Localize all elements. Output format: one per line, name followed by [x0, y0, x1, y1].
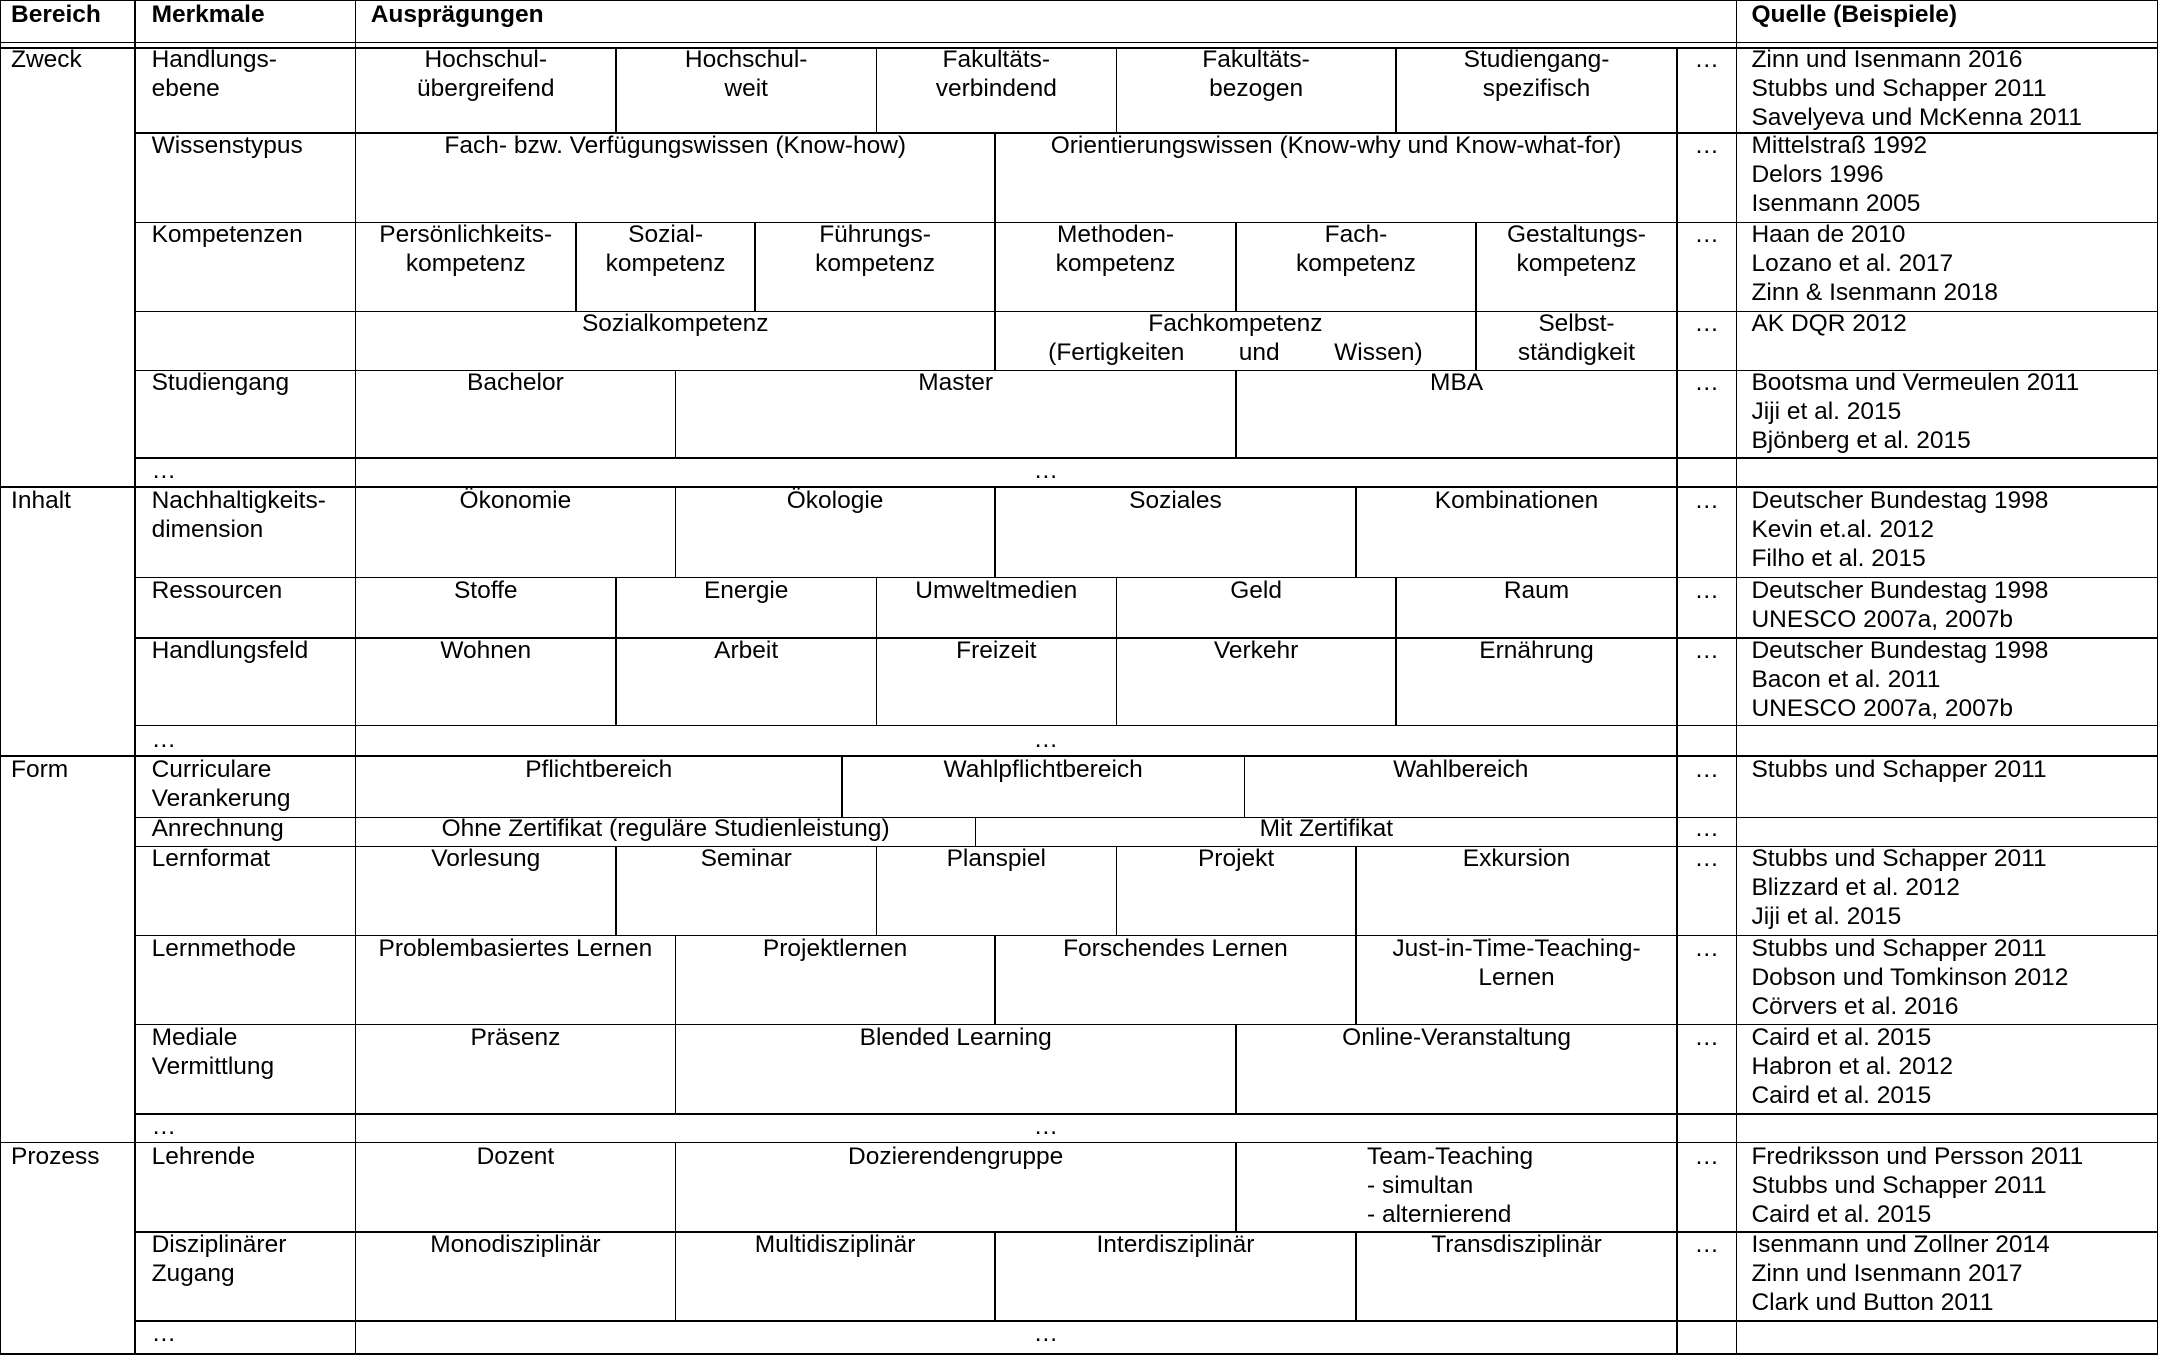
m-zweck-more: …	[151, 457, 177, 485]
a-lm-4: Just-in-Time-Teaching- Lernen	[1392, 934, 1641, 991]
a-sg-3: MBA	[1430, 369, 1484, 397]
m-disziplinaer: Disziplinärer Zugang	[151, 1230, 287, 1287]
a-lf-more: …	[1694, 845, 1719, 873]
m-form-more: …	[151, 1112, 177, 1140]
a-k2-2: Fachkompetenz (Fertigkeiten und Wissen)	[1048, 310, 1423, 367]
a-he-more: …	[1694, 45, 1719, 73]
q-lehrende: Fredriksson und Persson 2011 Stubbs und Schapper 2011 Caird et al. 2015	[1751, 1143, 2084, 1229]
m-handlungsebene: Handlungs- ebene	[151, 45, 277, 102]
a-hf-more: …	[1694, 636, 1719, 664]
grid-line	[0, 42, 2158, 44]
a-mv-1: Präsenz	[470, 1023, 561, 1051]
a-rs-3: Umweltmedien	[915, 576, 1078, 604]
a-nd-4: Kombinationen	[1434, 487, 1599, 515]
a-mv-more: …	[1694, 1023, 1719, 1051]
bereich-form: Form	[11, 756, 69, 784]
a-wt-1: Fach- bzw. Verfügungswissen (Know-how)	[444, 132, 907, 160]
a-mv-2: Blended Learning	[859, 1023, 1052, 1051]
q-wissenstypus: Mittelstraß 1992 Delors 1996 Isenmann 2005	[1751, 132, 1928, 218]
q-ressourcen: Deutscher Bundestag 1998 UNESCO 2007a, 2007b	[1751, 576, 2049, 633]
m-kompetenzen: Kompetenzen	[151, 221, 303, 249]
a-prozess-more: …	[1033, 1320, 1059, 1348]
a-an-1: Ohne Zertifikat (reguläre Studienleistung)	[441, 815, 890, 843]
a-lm-more: …	[1694, 934, 1719, 962]
a-rs-1: Stoffe	[453, 576, 518, 604]
a-mv-3: Online-Veranstaltung	[1342, 1023, 1571, 1051]
a-lf-1: Vorlesung	[431, 845, 541, 873]
a-k1-more: …	[1694, 221, 1719, 249]
a-lf-5: Exkursion	[1462, 845, 1571, 873]
q-kompetenzen-2: AK DQR 2012	[1751, 310, 1907, 338]
m-mediale: Mediale Vermittlung	[151, 1023, 275, 1080]
a-hf-2: Arbeit	[714, 636, 779, 664]
m-lernmethode: Lernmethode	[151, 934, 296, 962]
header-merkmale: Merkmale	[151, 0, 265, 28]
m-curriculare: Curriculare Verankerung	[151, 756, 291, 813]
a-lm-1: Problembasiertes Lernen	[378, 934, 653, 962]
a-rs-4: Geld	[1230, 576, 1282, 604]
a-k1-1: Persönlichkeits- kompetenz	[379, 221, 553, 278]
a-le-more: …	[1694, 1143, 1719, 1171]
q-kompetenzen-1: Haan de 2010 Lozano et al. 2017 Zinn & Isenmann 2018	[1751, 221, 1998, 307]
m-handlungsfeld: Handlungsfeld	[151, 636, 309, 664]
m-lernformat: Lernformat	[151, 845, 271, 873]
a-hf-4: Verkehr	[1213, 636, 1299, 664]
a-dz-3: Interdisziplinär	[1096, 1230, 1255, 1258]
q-lernformat: Stubbs und Schapper 2011 Blizzard et al. 2012 Jiji et al. 2015	[1751, 845, 2047, 931]
m-anrechnung: Anrechnung	[151, 815, 284, 843]
m-inhalt-more: …	[151, 726, 177, 754]
a-wt-2: Orientierungswissen (Know-why und Know-what-for)	[1050, 132, 1622, 160]
a-nd-1: Ökonomie	[459, 487, 572, 515]
a-hf-5: Ernährung	[1479, 636, 1594, 664]
a-hf-1: Wohnen	[440, 636, 532, 664]
q-mediale: Caird et al. 2015 Habron et al. 2012 Caird et al. 2015	[1751, 1023, 1954, 1109]
m-prozess-more: …	[151, 1320, 177, 1348]
a-k1-2: Sozial- kompetenz	[605, 221, 726, 278]
a-lf-4: Projekt	[1197, 845, 1275, 873]
header-bereich: Bereich	[11, 0, 101, 28]
a-hf-3: Freizeit	[956, 636, 1037, 664]
a-nd-2: Ökologie	[786, 487, 884, 515]
a-dz-2: Multidisziplinär	[754, 1230, 916, 1258]
a-lm-3: Forschendes Lernen	[1063, 934, 1288, 962]
m-lehrende: Lehrende	[151, 1143, 256, 1171]
a-dz-4: Transdisziplinär	[1431, 1230, 1602, 1258]
a-he-5: Studiengang- spezifisch	[1463, 45, 1610, 102]
a-cv-2: Wahlpflichtbereich	[943, 756, 1143, 784]
a-an-2: Mit Zertifikat	[1259, 815, 1394, 843]
a-k1-4: Methoden- kompetenz	[1055, 221, 1176, 278]
bereich-zweck: Zweck	[11, 45, 82, 73]
q-disziplinaer: Isenmann und Zollner 2014 Zinn und Isenmann 2017 Clark und Button 2011	[1751, 1230, 2050, 1316]
a-rs-2: Energie	[703, 576, 789, 604]
a-he-1: Hochschul- übergreifend	[416, 45, 555, 102]
q-studiengang: Bootsma und Vermeulen 2011 Jiji et al. 2015 Bjönberg et al. 2015	[1751, 369, 2080, 455]
a-sg-1: Bachelor	[467, 369, 564, 397]
q-handlungsfeld: Deutscher Bundestag 1998 Bacon et al. 2011 UNESCO 2007a, 2007b	[1751, 636, 2049, 722]
a-k1-5: Fach- kompetenz	[1296, 221, 1416, 278]
a-an-more: …	[1694, 815, 1719, 843]
a-sg-2: Master	[918, 369, 994, 397]
bereich-prozess: Prozess	[11, 1143, 100, 1171]
a-rs-5: Raum	[1503, 576, 1570, 604]
q-nachhaltigkeit: Deutscher Bundestag 1998 Kevin et.al. 2012 Filho et al. 2015	[1751, 487, 2049, 573]
a-he-4: Fakultäts- bezogen	[1202, 45, 1310, 102]
a-cv-more: …	[1694, 756, 1719, 784]
a-inhalt-more: …	[1033, 726, 1059, 754]
a-wt-more: …	[1694, 132, 1719, 160]
q-lernmethode: Stubbs und Schapper 2011 Dobson und Tomkinson 2012 Cörvers et al. 2016	[1751, 934, 2069, 1020]
a-lf-3: Planspiel	[946, 845, 1047, 873]
bereich-inhalt: Inhalt	[11, 487, 71, 515]
a-cv-1: Pflichtbereich	[525, 756, 673, 784]
m-studiengang: Studiengang	[151, 369, 290, 397]
a-lf-2: Seminar	[700, 845, 792, 873]
m-ressourcen: Ressourcen	[151, 576, 283, 604]
a-lm-2: Projektlernen	[762, 934, 908, 962]
a-le-2: Dozierendengruppe	[848, 1143, 1064, 1171]
a-cv-3: Wahlbereich	[1393, 756, 1529, 784]
a-k1-3: Führungs- kompetenz	[815, 221, 935, 278]
m-wissenstypus: Wissenstypus	[151, 132, 303, 160]
m-nachhaltigkeit: Nachhaltigkeits- dimension	[151, 487, 326, 544]
grid-line	[0, 1353, 2158, 1355]
a-he-2: Hochschul- weit	[684, 45, 808, 102]
a-sg-more: …	[1694, 369, 1719, 397]
a-nd-3: Soziales	[1129, 487, 1222, 515]
a-dz-more: …	[1694, 1230, 1719, 1258]
a-form-more: …	[1033, 1112, 1059, 1140]
grid-line	[0, 0, 1, 1354]
header-auspraegungen: Ausprägungen	[370, 0, 544, 28]
a-k2-1: Sozialkompetenz	[581, 310, 769, 338]
a-le-3: Team-Teaching - simultan - alternierend	[1367, 1143, 1534, 1229]
a-rs-more: …	[1694, 576, 1719, 604]
a-k2-more: …	[1694, 310, 1719, 338]
a-dz-1: Monodisziplinär	[430, 1230, 601, 1258]
a-zweck-more: …	[1033, 457, 1059, 485]
q-curriculare: Stubbs und Schapper 2011	[1751, 756, 2047, 784]
a-le-1: Dozent	[476, 1143, 555, 1171]
a-he-3: Fakultäts- verbindend	[935, 45, 1057, 102]
a-nd-more: …	[1694, 487, 1719, 515]
q-handlungsebene: Zinn und Isenmann 2016 Stubbs und Schapper 2011 Savelyeva und McKenna 2011	[1751, 45, 2082, 131]
a-k2-3: Selbst- ständigkeit	[1517, 310, 1636, 367]
a-k1-6: Gestaltungs- kompetenz	[1507, 221, 1646, 278]
header-quelle: Quelle (Beispiele)	[1751, 0, 1958, 28]
